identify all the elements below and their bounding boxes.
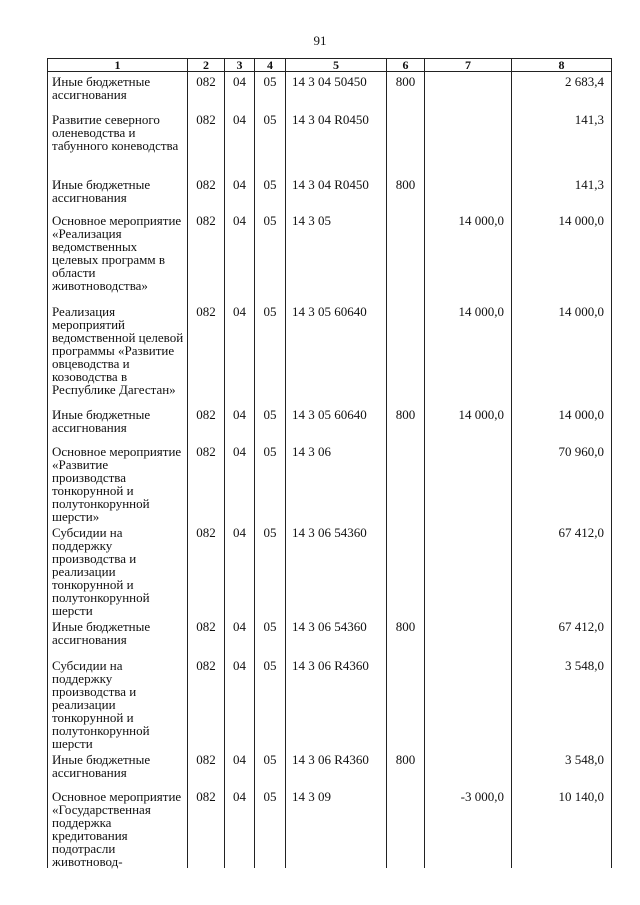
row-col-7 — [425, 523, 512, 617]
row-col-3: 04 — [225, 110, 255, 175]
table-row — [48, 175, 612, 211]
row-col-3: 04 — [225, 787, 255, 868]
row-col-2: 082 — [188, 523, 225, 617]
header-col-7: 7 — [425, 59, 512, 72]
header-col-8: 8 — [512, 59, 612, 72]
row-col-2: 082 — [188, 175, 225, 211]
table-row — [48, 72, 612, 110]
row-code: 14 3 05 — [286, 211, 387, 302]
row-col-6 — [387, 211, 425, 302]
row-col-6 — [387, 656, 425, 750]
row-col-3: 04 — [225, 302, 255, 405]
row-code: 14 3 09 — [286, 787, 387, 868]
table-row — [48, 302, 612, 405]
row-col-8: 3 548,0 — [512, 656, 612, 750]
row-code: 14 3 06 — [286, 442, 387, 523]
row-code: 14 3 05 60640 — [286, 405, 387, 442]
row-name: Иные бюджетные ассигнования — [48, 175, 188, 211]
row-name: Развитие северного оленеводства и табунного коневодства — [48, 110, 188, 175]
row-col-2: 082 — [188, 405, 225, 442]
row-col-8: 2 683,4 — [512, 72, 612, 110]
row-col-7: 14 000,0 — [425, 211, 512, 302]
header-col-4: 4 — [255, 59, 286, 72]
row-col-4: 05 — [255, 523, 286, 617]
header-col-6: 6 — [387, 59, 425, 72]
row-code: 14 3 06 54360 — [286, 523, 387, 617]
table-row — [48, 405, 612, 442]
table-row — [48, 750, 612, 787]
row-name: Основное мероприятие «Государственная поддержка кредитования подотрасли животновод- — [48, 787, 188, 868]
row-name: Субсидии на поддержку производства и реализации тонкорунной и полутонкорунной шерсти — [48, 523, 188, 617]
page-number: 91 — [313, 33, 327, 48]
row-col-6 — [387, 523, 425, 617]
row-col-3: 04 — [225, 442, 255, 523]
row-col-8: 10 140,0 — [512, 787, 612, 868]
row-col-6: 800 — [387, 72, 425, 110]
row-col-4: 05 — [255, 405, 286, 442]
row-code: 14 3 06 R4360 — [286, 750, 387, 787]
row-col-2: 082 — [188, 787, 225, 868]
row-col-6: 800 — [387, 617, 425, 656]
row-col-3: 04 — [225, 617, 255, 656]
row-col-2: 082 — [188, 656, 225, 750]
row-col-2: 082 — [188, 110, 225, 175]
row-col-3: 04 — [225, 211, 255, 302]
row-col-7 — [425, 175, 512, 211]
row-col-2: 082 — [188, 617, 225, 656]
row-name: Реализация мероприятий ведомственной целевой программы «Развитие овцеводства и козоводства в Республике Дагестан» — [48, 302, 188, 405]
row-col-6 — [387, 787, 425, 868]
table-row — [48, 523, 612, 617]
row-col-4: 05 — [255, 656, 286, 750]
row-name: Иные бюджетные ассигнования — [48, 405, 188, 442]
row-col-6: 800 — [387, 175, 425, 211]
row-col-3: 04 — [225, 656, 255, 750]
row-col-3: 04 — [225, 523, 255, 617]
row-col-4: 05 — [255, 787, 286, 868]
row-col-4: 05 — [255, 302, 286, 405]
row-col-8: 70 960,0 — [512, 442, 612, 523]
table-row — [48, 110, 612, 175]
row-code: 14 3 04 50450 — [286, 72, 387, 110]
row-col-8: 141,3 — [512, 175, 612, 211]
budget-table — [47, 58, 612, 868]
row-col-4: 05 — [255, 72, 286, 110]
row-col-4: 05 — [255, 211, 286, 302]
row-col-3: 04 — [225, 405, 255, 442]
row-col-8: 14 000,0 — [512, 302, 612, 405]
row-name: Субсидии на поддержку производства и реализации тонкорунной и полутонкорунной шерсти — [48, 656, 188, 750]
row-col-4: 05 — [255, 110, 286, 175]
header-col-2: 2 — [188, 59, 225, 72]
row-col-4: 05 — [255, 750, 286, 787]
row-code: 14 3 05 60640 — [286, 302, 387, 405]
row-name: Основное мероприятие «Реализация ведомственных целевых программ в области животноводства» — [48, 211, 188, 302]
row-col-6 — [387, 110, 425, 175]
row-col-7: 14 000,0 — [425, 405, 512, 442]
row-name: Иные бюджетные ассигнования — [48, 617, 188, 656]
row-name: Иные бюджетные ассигнования — [48, 72, 188, 110]
row-col-8: 67 412,0 — [512, 523, 612, 617]
row-col-7 — [425, 750, 512, 787]
row-col-3: 04 — [225, 750, 255, 787]
row-col-2: 082 — [188, 442, 225, 523]
header-row — [48, 59, 612, 72]
row-col-3: 04 — [225, 175, 255, 211]
row-col-8: 14 000,0 — [512, 405, 612, 442]
row-code: 14 3 06 54360 — [286, 617, 387, 656]
row-name: Иные бюджетные ассигнования — [48, 750, 188, 787]
row-col-2: 082 — [188, 750, 225, 787]
row-name: Основное мероприятие «Развитие производства тонкорунной и полутонкорунной шерсти» — [48, 442, 188, 523]
row-col-6: 800 — [387, 750, 425, 787]
table-row — [48, 617, 612, 656]
table-row — [48, 787, 612, 868]
header-col-1: 1 — [48, 59, 188, 72]
row-col-6 — [387, 302, 425, 405]
row-col-3: 04 — [225, 72, 255, 110]
row-col-7 — [425, 110, 512, 175]
row-col-7 — [425, 72, 512, 110]
row-code: 14 3 06 R4360 — [286, 656, 387, 750]
row-code: 14 3 04 R0450 — [286, 110, 387, 175]
row-col-6 — [387, 442, 425, 523]
header-col-5: 5 — [286, 59, 387, 72]
row-col-8: 14 000,0 — [512, 211, 612, 302]
table-row — [48, 211, 612, 302]
row-col-7 — [425, 617, 512, 656]
row-col-7: -3 000,0 — [425, 787, 512, 868]
header-col-3: 3 — [225, 59, 255, 72]
row-col-8: 141,3 — [512, 110, 612, 175]
row-col-7 — [425, 442, 512, 523]
row-code: 14 3 04 R0450 — [286, 175, 387, 211]
row-col-8: 67 412,0 — [512, 617, 612, 656]
row-col-4: 05 — [255, 175, 286, 211]
row-col-7: 14 000,0 — [425, 302, 512, 405]
row-col-8: 3 548,0 — [512, 750, 612, 787]
row-col-4: 05 — [255, 617, 286, 656]
row-col-4: 05 — [255, 442, 286, 523]
row-col-2: 082 — [188, 211, 225, 302]
row-col-2: 082 — [188, 72, 225, 110]
row-col-2: 082 — [188, 302, 225, 405]
row-col-6: 800 — [387, 405, 425, 442]
table-row — [48, 656, 612, 750]
row-col-7 — [425, 656, 512, 750]
table-row — [48, 442, 612, 523]
